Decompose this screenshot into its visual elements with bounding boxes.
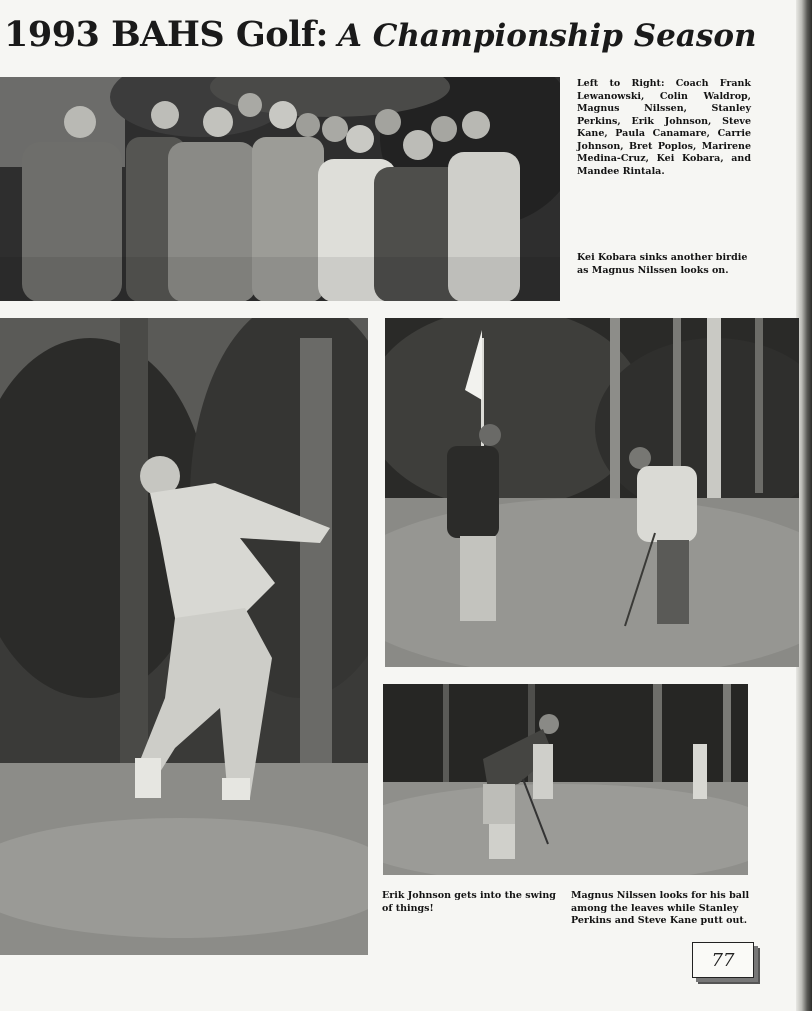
kei-putting-photo bbox=[385, 318, 799, 667]
team-photo bbox=[0, 77, 560, 301]
magnus-caption: Magnus Nilssen looks for his ball among the leaves while Stanley Perkins and Steve Kane putt out. bbox=[571, 890, 750, 926]
team-caption: Left to Right: Coach Frank Lewanowski, Colin Waldrop, Magnus Nilssen, Stanley Perkins, Erik Johnson, Steve Kane, Paula Canamare, Carrie Johnson, Bret Poplos, Marirene Medina-Cruz, Kei Kobara, and Mandee Rintala. bbox=[577, 78, 751, 177]
kei-caption: Kei Kobara sinks another birdie as Magnus Nilssen looks on. bbox=[577, 252, 748, 276]
title-main: 1993 BAHS Golf: bbox=[4, 14, 328, 55]
erik-caption: Erik Johnson gets into the swing of things! bbox=[382, 890, 556, 914]
magnus-photo bbox=[383, 684, 748, 875]
page-number: 77 bbox=[692, 942, 754, 978]
page-title bbox=[4, 14, 757, 55]
erik-swing-photo bbox=[0, 318, 368, 955]
title-subtitle: A Championship Season bbox=[337, 18, 757, 54]
